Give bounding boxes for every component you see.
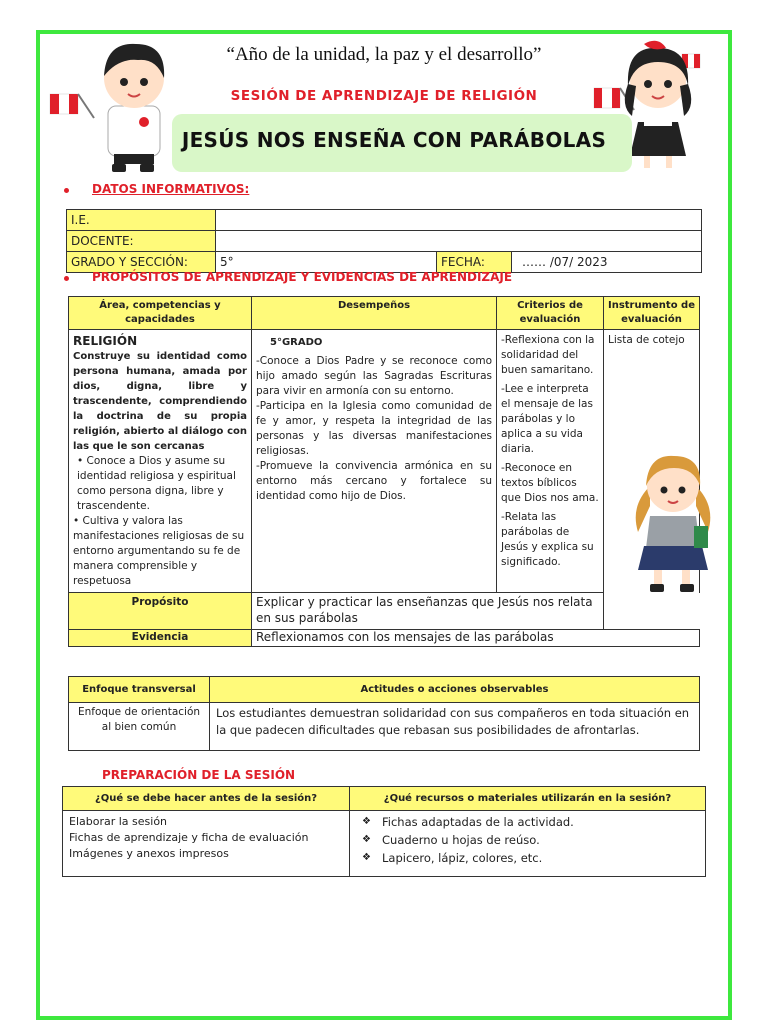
desempeno-1: -Conoce a Dios Padre y se reconoce como hijo amado según las Sagradas Escrituras para vivir en armonía con su entorno.	[256, 355, 492, 397]
ie-value	[216, 210, 702, 231]
datos-table	[66, 209, 702, 273]
criterio-3: -Reconoce en textos bíblicos que Dios nos ama.	[501, 462, 599, 504]
proposito-label: Propósito	[69, 593, 252, 630]
enfoque-table	[68, 676, 700, 751]
proposito-value: Explicar y practicar las enseñanzas que Jesús nos relata en sus parábolas	[252, 593, 604, 630]
col-recursos: ¿Qué recursos o materiales utilizarán en la sesión?	[350, 787, 706, 811]
enfoque-name: Enfoque de orientación al bien común	[69, 703, 210, 751]
year-motto: “Año de la unidad, la paz y el desarrollo”	[226, 44, 542, 65]
col-area: Área, competencias y capacidades	[69, 297, 252, 330]
col-criterios: Criterios de evaluación	[497, 297, 604, 330]
col-actitudes: Actitudes o acciones observables	[210, 677, 700, 703]
evidencia-value: Reflexionamos con los mensajes de las parábolas	[252, 630, 700, 647]
capacidad-1: • Conoce a Dios y asume su identidad religiosa y espiritual como persona digna, libre y trascendente.	[77, 455, 236, 512]
antes-cell	[63, 811, 350, 877]
col-antes: ¿Qué se debe hacer antes de la sesión?	[63, 787, 350, 811]
fecha-value: …… /07/ 2023	[512, 252, 702, 273]
col-enfoque: Enfoque transversal	[69, 677, 210, 703]
antes-item: Elaborar la sesión	[69, 815, 168, 828]
fecha-label: FECHA:	[437, 252, 512, 273]
criterio-2: -Lee e interpreta el mensaje de las parábolas y lo aplica a su vida diaria.	[501, 383, 593, 455]
propositos-table	[68, 296, 700, 647]
area-name: RELIGIÓN	[73, 334, 138, 348]
antes-item: Imágenes y anexos impresos	[69, 847, 229, 860]
page-title: JESÚS NOS ENSEÑA CON PARÁBOLAS	[181, 128, 607, 152]
col-desempenos: Desempeños	[252, 297, 497, 330]
enfoque-desc: Los estudiantes demuestran solidaridad con sus compañeros en toda situación en la que padecen dificultades que rebasan sus posibilidades de afrontarlas.	[210, 703, 700, 751]
desempeno-2: -Participa en la Iglesia como comunidad de fe y amor, y respeta la integridad de las personas y las diversas manifestaciones religiosas.	[256, 400, 492, 457]
desempeno-3: -Promueve la convivencia armónica en su entorno más cercano y fortalece su identidad como hijo de Dios.	[256, 460, 492, 502]
recurso-item: ❖ Cuaderno u hojas de reúso.	[356, 831, 699, 849]
antes-item: Fichas de aprendizaje y ficha de evaluación	[69, 831, 309, 844]
ie-label: I.E.	[67, 210, 216, 231]
preparacion-heading: PREPARACIÓN DE LA SESIÓN	[102, 768, 296, 782]
session-subtitle: SESIÓN DE APRENDIZAJE DE RELIGIÓN	[230, 88, 538, 104]
instrumento-value: Lista de cotejo	[608, 334, 685, 346]
recurso-item: ❖ Lapicero, lápiz, colores, etc.	[356, 849, 699, 867]
recursos-list	[356, 813, 699, 867]
preparacion-table	[62, 786, 706, 877]
recursos-cell	[350, 811, 706, 877]
grado-label-5: 5°GRADO	[270, 337, 323, 348]
grado-label: GRADO Y SECCIÓN:	[67, 252, 216, 273]
docente-label: DOCENTE:	[67, 231, 216, 252]
capacidad-2: • Cultiva y valora las manifestaciones religiosas de su entorno argumentando su fe de manera comprensible y respetuosa	[73, 515, 245, 587]
docente-value	[216, 231, 702, 252]
criterios-cell	[497, 330, 604, 593]
criterio-1: -Reflexiona con la solidaridad del buen samaritano.	[501, 334, 595, 376]
desempenos-cell	[252, 330, 497, 593]
col-instrumento: Instrumento de evaluación	[604, 297, 700, 330]
datos-heading: DATOS INFORMATIVOS:	[92, 182, 250, 196]
recurso-item: ❖ Fichas adaptadas de la actividad.	[356, 813, 699, 831]
area-cell	[69, 330, 252, 593]
criterio-4: -Relata las parábolas de Jesús y explica su significado.	[501, 511, 594, 568]
grado-value: 5°	[216, 252, 437, 273]
competencia: Construye su identidad como persona humana, amada por dios, digna, libre y trascendente, comprendiendo la doctrina de su propia religión, abierto al diálogo con las que le son cercanas	[73, 351, 247, 452]
propositos-heading: PROPÓSITOS DE APRENDIZAJE Y EVIDENCIAS DE APRENDIZAJE	[92, 270, 513, 284]
student-girl-illustration	[620, 446, 726, 598]
bullet-icon	[64, 188, 69, 193]
evidencia-label: Evidencia	[69, 630, 252, 647]
bullet-icon	[64, 276, 69, 281]
